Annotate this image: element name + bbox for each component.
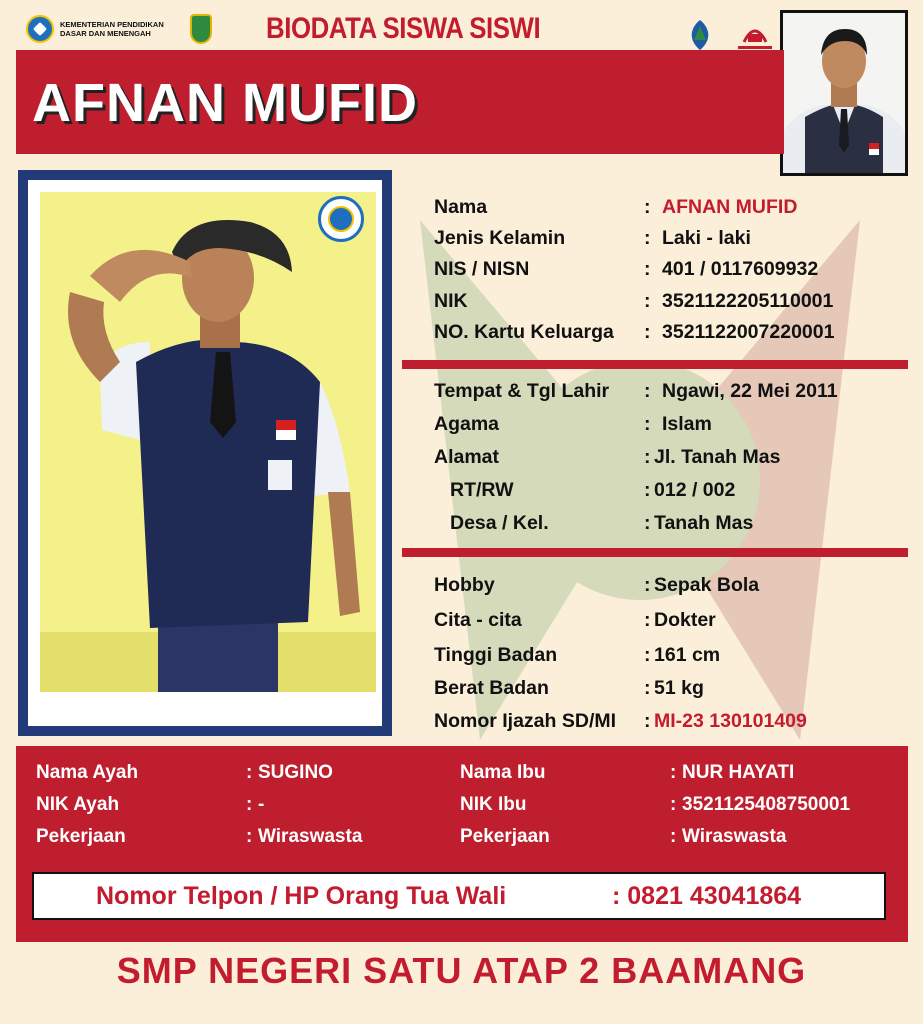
row-value: Dokter <box>654 609 716 631</box>
row-value: Islam <box>662 413 712 435</box>
school-name: SMP NEGERI SATU ATAP 2 BAAMANG <box>116 950 807 991</box>
student-portrait-photo <box>780 10 908 176</box>
mother-name-label: Nama Ibu <box>460 762 546 783</box>
father-job-label: Pekerjaan <box>36 826 126 847</box>
father-job: Wiraswasta <box>258 826 363 847</box>
row-value: Tanah Mas <box>654 512 754 534</box>
mother-name: NUR HAYATI <box>682 762 795 783</box>
row-label: NIS / NISN <box>434 258 530 280</box>
regency-emblem-icon <box>686 18 714 52</box>
row-label: Berat Badan <box>434 677 549 699</box>
row-value: Sepak Bola <box>654 574 760 596</box>
name-banner <box>16 50 784 154</box>
row-label: NIK <box>434 290 468 312</box>
row-value: 3521122007220001 <box>662 321 835 343</box>
document-title: BIODATA SISWA SISWI <box>266 12 541 45</box>
row-label: Jenis Kelamin <box>434 227 566 249</box>
student-name: AFNAN MUFID <box>32 73 418 133</box>
header-logos-right <box>686 16 786 54</box>
row-label: Tempat & Tgl Lahir <box>434 380 610 402</box>
row-value: AFNAN MUFID <box>662 196 798 218</box>
row-value: Laki - laki <box>662 227 751 249</box>
tut-wuri-badge-icon <box>318 196 364 242</box>
father-name-label: Nama Ayah <box>36 762 139 783</box>
row-value: Ngawi, 22 Mei 2011 <box>662 380 838 402</box>
header-logos-left <box>26 14 212 44</box>
row-label: Hobby <box>434 574 495 596</box>
row-label: Desa / Kel. <box>450 512 549 534</box>
section-divider <box>402 360 908 369</box>
row-label: RT/RW <box>450 479 514 501</box>
row-value: 3521122205110001 <box>662 290 834 312</box>
row-value: 161 cm <box>654 644 721 666</box>
school-badge-logo-icon <box>724 16 786 54</box>
row-value: Jl. Tanah Mas <box>654 446 781 468</box>
row-value: MI-23 130101409 <box>654 710 807 732</box>
row-value: 51 kg <box>654 677 704 699</box>
full-photo-illustration <box>40 192 376 692</box>
parents-panel: Nama Ayah : SUGINO NIK Ayah : - Pekerjaan : Wiraswasta Nama Ibu : NUR HAYATI NIK Ibu : 3521125408750001 Pekerjaan : Wiraswasta Nomor Telpon / HP Orang Tua Wali : 0821 43041864 <box>16 746 908 942</box>
guardian-phone-box <box>32 872 886 920</box>
student-photo-frame <box>18 170 392 736</box>
mother-job: Wiraswasta <box>682 826 787 847</box>
row-label: Alamat <box>434 446 500 468</box>
row-value: 012 / 002 <box>654 479 736 501</box>
row-label: Nomor Ijazah SD/MI <box>434 710 617 732</box>
father-name: SUGINO <box>258 762 333 783</box>
ministry-name: KEMENTERIAN PENDIDIKAN DASAR DAN MENENGAH <box>60 19 164 38</box>
tut-wuri-logo-icon <box>26 15 54 43</box>
row-value: 401 / 0117609932 <box>662 258 819 280</box>
row-label: Tinggi Badan <box>434 644 558 666</box>
mother-job-label: Pekerjaan <box>460 826 550 847</box>
row-label: NO. Kartu Keluarga <box>434 321 614 343</box>
father-nik-label: NIK Ayah <box>36 794 120 815</box>
portrait-illustration <box>783 13 905 173</box>
guardian-phone-label: Nomor Telpon / HP Orang Tua Wali <box>96 882 507 910</box>
row-label: Cita - cita <box>434 609 522 631</box>
student-full-photo <box>40 192 376 692</box>
mother-nik: 3521125408750001 <box>682 794 851 815</box>
row-label: Nama <box>434 196 488 218</box>
father-nik: - <box>258 794 265 815</box>
guardian-phone-number: : 0821 43041864 <box>612 882 802 910</box>
regency-shield-logo-icon <box>190 14 212 44</box>
row-label: Agama <box>434 413 500 435</box>
mother-nik-label: NIK Ibu <box>460 794 527 815</box>
section-divider <box>402 548 908 557</box>
